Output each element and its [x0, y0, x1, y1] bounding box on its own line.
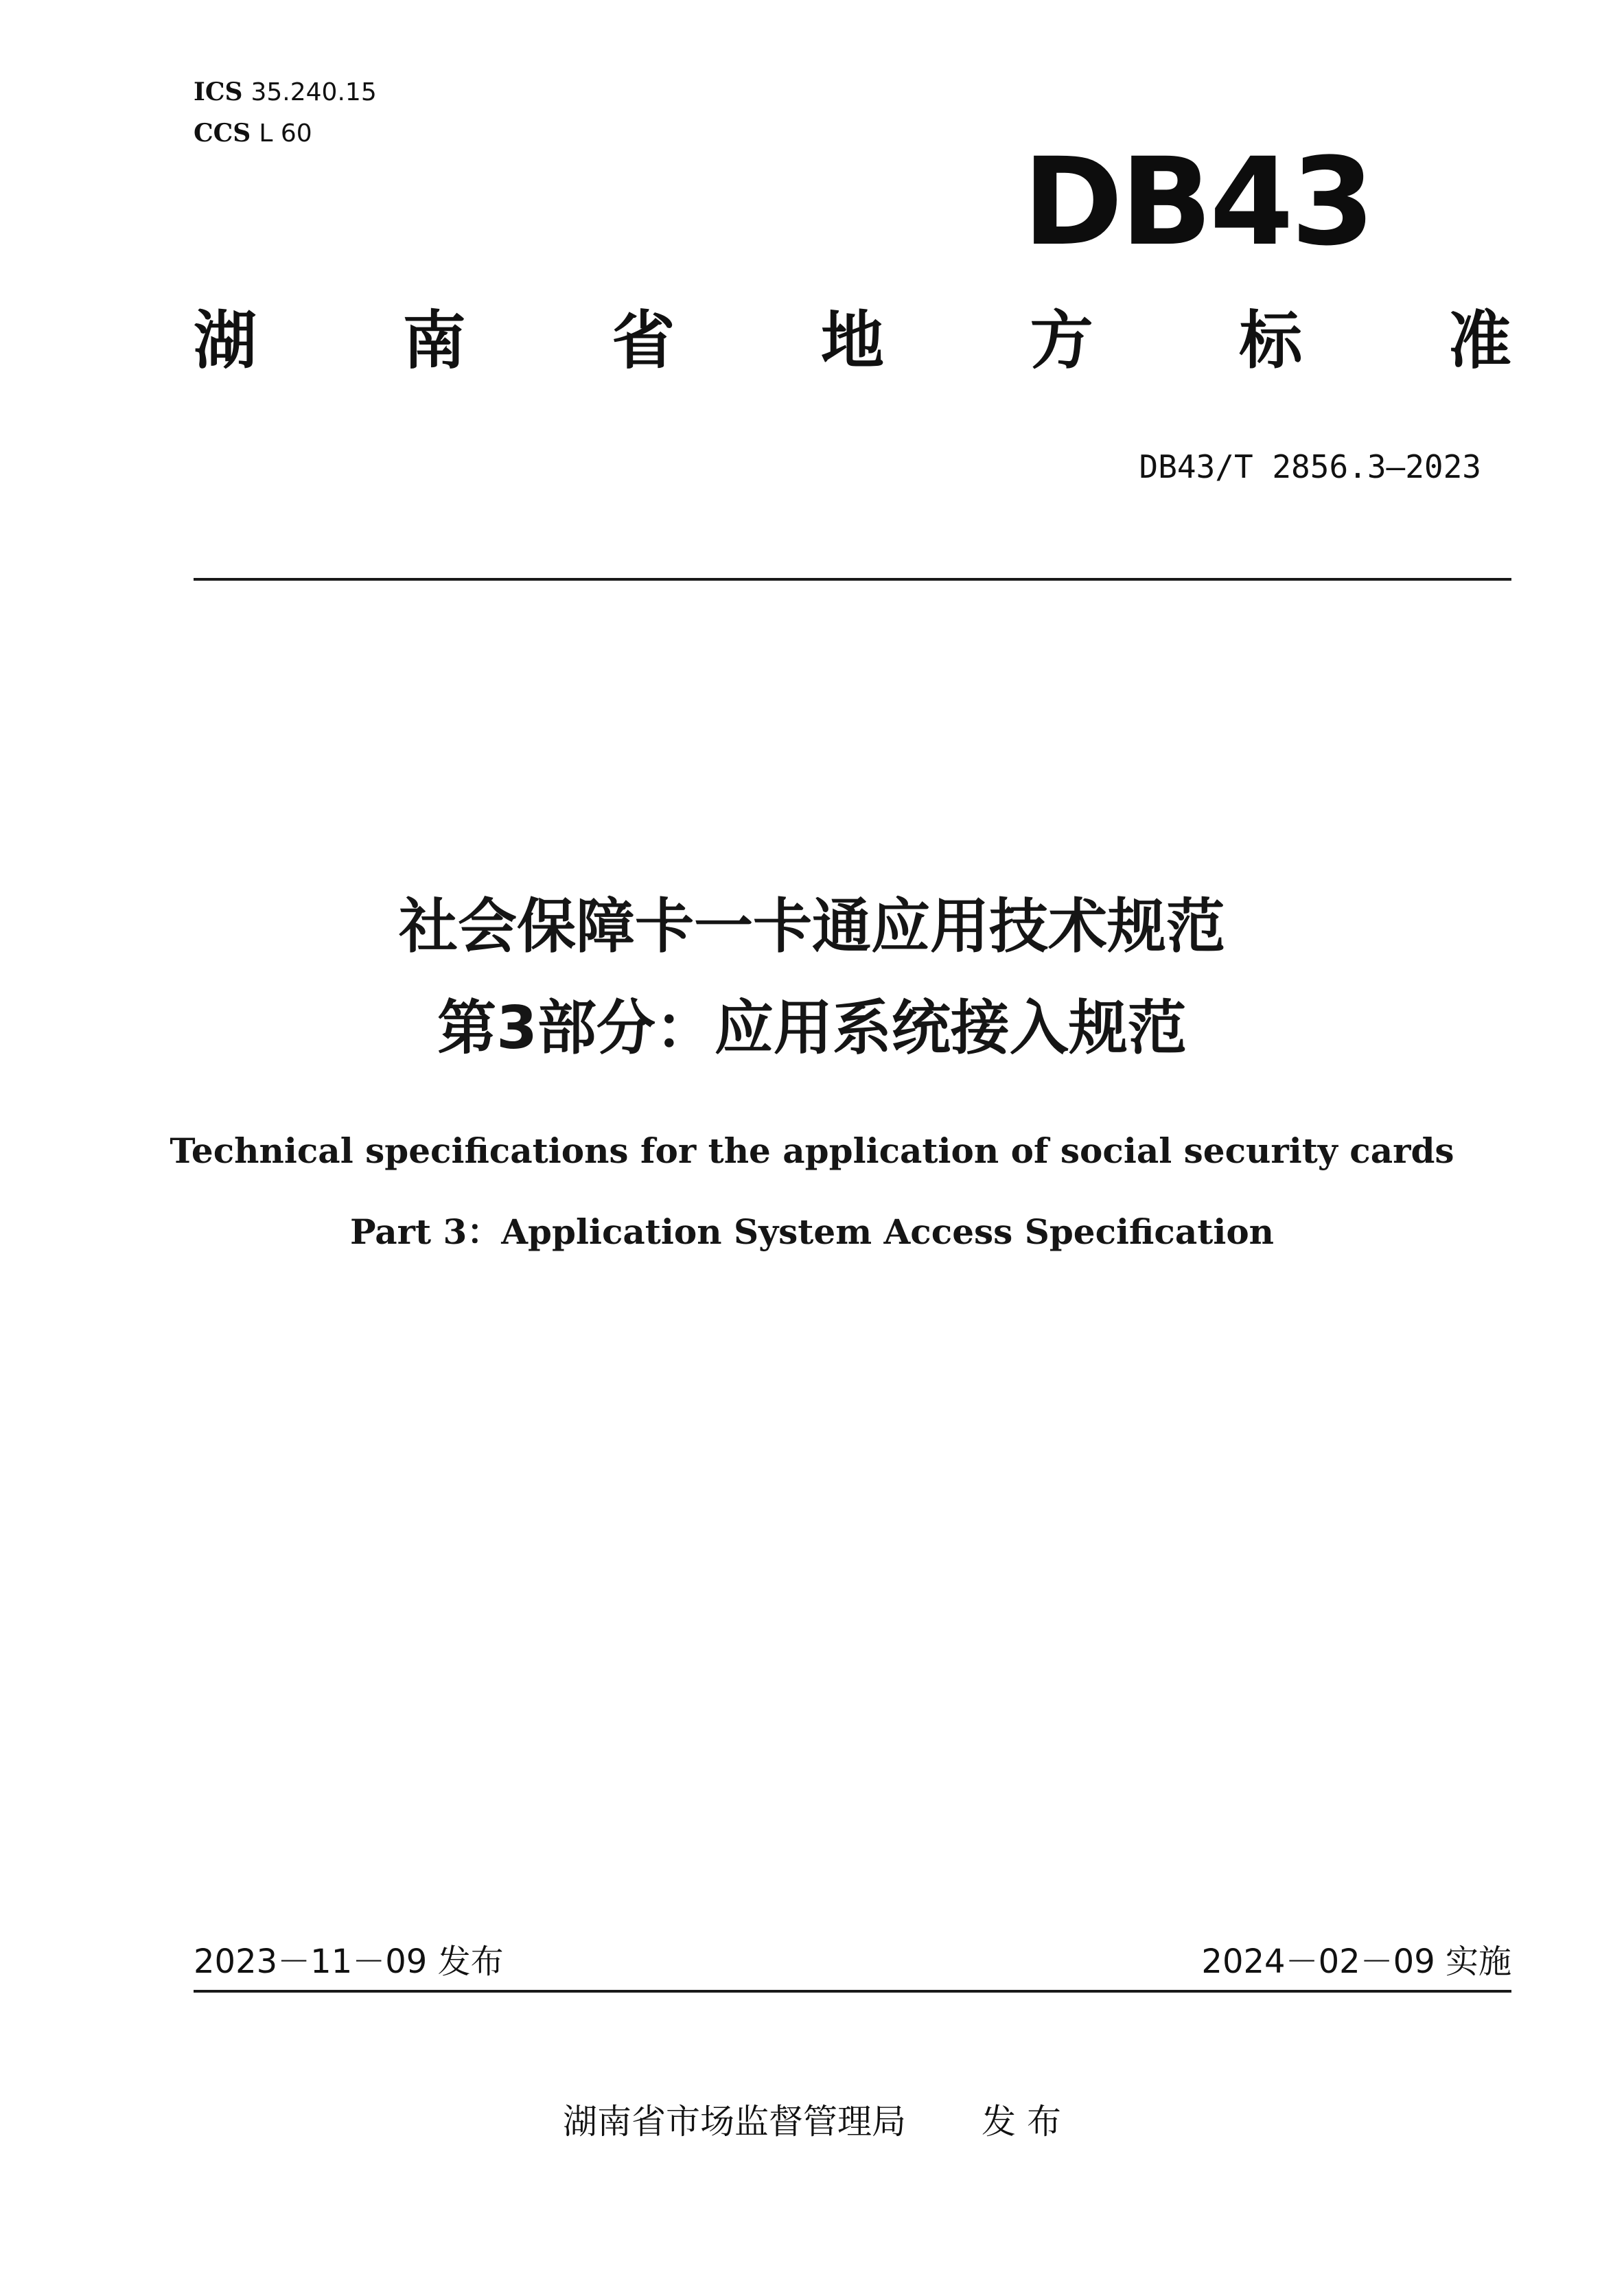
- ccs-label: CCS: [194, 119, 251, 148]
- issuer-action: 发 布: [982, 2102, 1061, 2142]
- title-cn-line1: 社会保障卡一卡通应用技术规范: [399, 892, 1225, 961]
- publish-date: 2023－11－09 发布: [194, 1943, 504, 1981]
- title-cn-line2: 第3部分：应用系统接入规范: [437, 994, 1187, 1063]
- title-en-line1: Technical specifications for the application of social security cards: [170, 1130, 1454, 1171]
- top-divider: [194, 578, 1511, 581]
- bottom-divider: [194, 1990, 1511, 1993]
- standard-type-char: 方: [1030, 304, 1093, 378]
- standard-mark: DB43: [1023, 132, 1373, 272]
- title-en-line2: Part 3：Application System Access Specification: [349, 1211, 1275, 1252]
- issuer-line: [0, 2100, 1624, 2143]
- ics-value: 35.240.15: [251, 78, 377, 106]
- standard-type-char: 南: [402, 304, 466, 378]
- issuer-name: 湖南省市场监督管理局: [563, 2102, 907, 2142]
- standard-type-char: 湖: [194, 304, 257, 378]
- standard-type-char: 省: [612, 304, 675, 378]
- ics-code: [194, 77, 377, 108]
- standard-number: DB43/T 2856.3—2023: [1139, 448, 1481, 485]
- ccs-value: L 60: [259, 119, 312, 148]
- standard-type-char: 地: [820, 304, 884, 378]
- effective-date: 2024－02－09 实施: [1201, 1943, 1511, 1981]
- standard-type-char: 标: [1239, 304, 1303, 378]
- standard-type-char: 准: [1448, 304, 1511, 378]
- ccs-code: [194, 118, 312, 149]
- ics-label: ICS: [194, 78, 243, 106]
- standard-type-heading: [194, 303, 1511, 379]
